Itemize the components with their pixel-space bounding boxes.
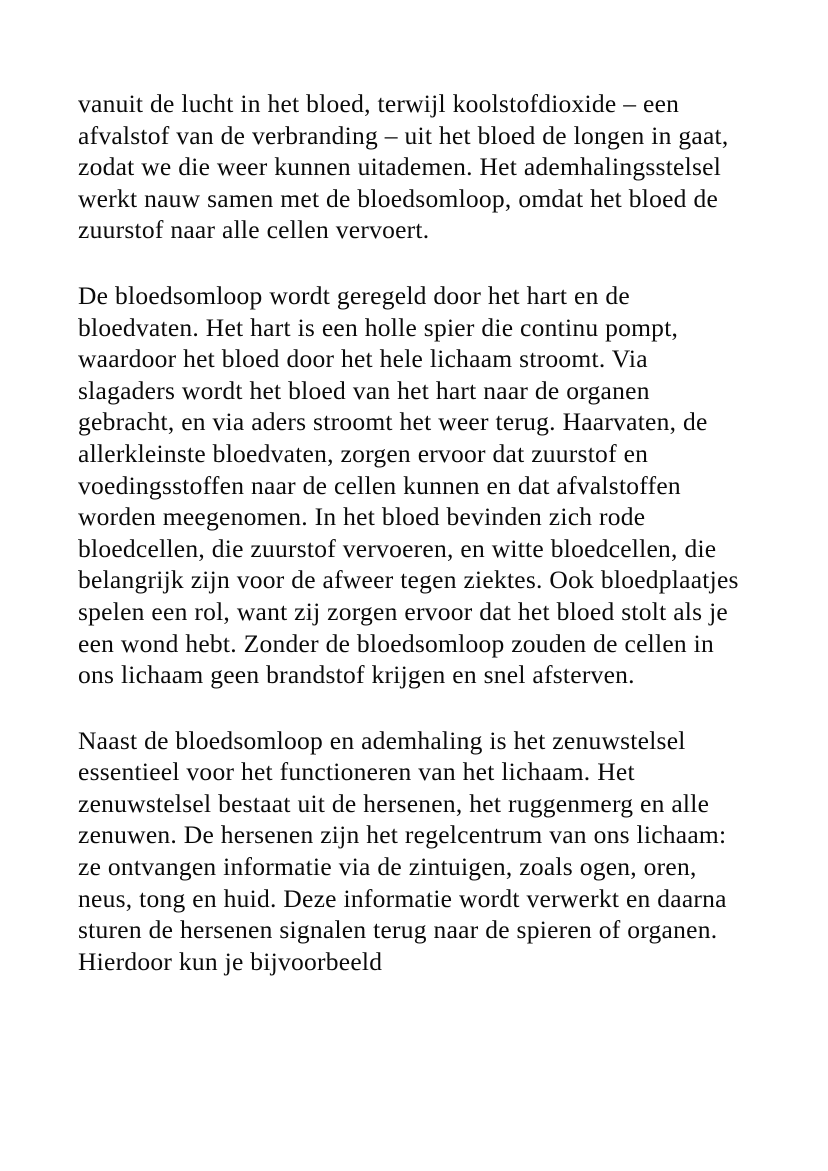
paragraph-bloedsomloop: De bloedsomloop wordt geregeld door het hart en de bloedvaten. Het hart is een holle spier die continu pompt, waardoor het bloed door het hele lichaam stroomt. Via slagaders wordt het bloed van het hart naar de organen gebracht, en via aders stroomt het weer terug. Haarvaten, de allerkleinste bloedvaten, zorgen ervoor dat zuurstof en voedingsstoffen naar de cellen kunnen en dat afvalstoffen worden meegenomen. In het bloed bevinden zich rode bloedcellen, die zuurstof vervoeren, en witte bloedcellen, die belangrijk zijn voor de afweer tegen ziektes. Ook bloedplaatjes spelen een rol, want zij zorgen ervoor dat het bloed stolt als je een wond hebt. Zonder de bloedsomloop zouden de cellen in ons lichaam geen brandstof krijgen en snel afsterven.	[78, 280, 739, 690]
paragraph-zenuwstelsel: Naast de bloedsomloop en ademhaling is het zenuwstelsel essentieel voor het functioneren van het lichaam. Het zenuwstelsel bestaat uit de hersenen, het ruggenmerg en alle zenuwen. De hersenen zijn het regelcentrum van ons lichaam: ze ontvangen informatie via de zintuigen, zoals ogen, oren, neus, tong en huid. Deze informatie wordt verwerkt en daarna sturen de hersenen signalen terug naar de spieren of organen. Hierdoor kun je bijvoorbeeld	[78, 725, 727, 976]
document-text-body	[78, 88, 746, 977]
paragraph-ademhaling: vanuit de lucht in het bloed, terwijl koolstofdioxide – een afvalstof van de verbranding – uit het bloed de longen in gaat, zodat we die weer kunnen uitademen. Het ademhalingsstelsel werkt nauw samen met de bloedsomloop, omdat het bloed de zuurstof naar alle cellen vervoert.	[78, 89, 729, 245]
